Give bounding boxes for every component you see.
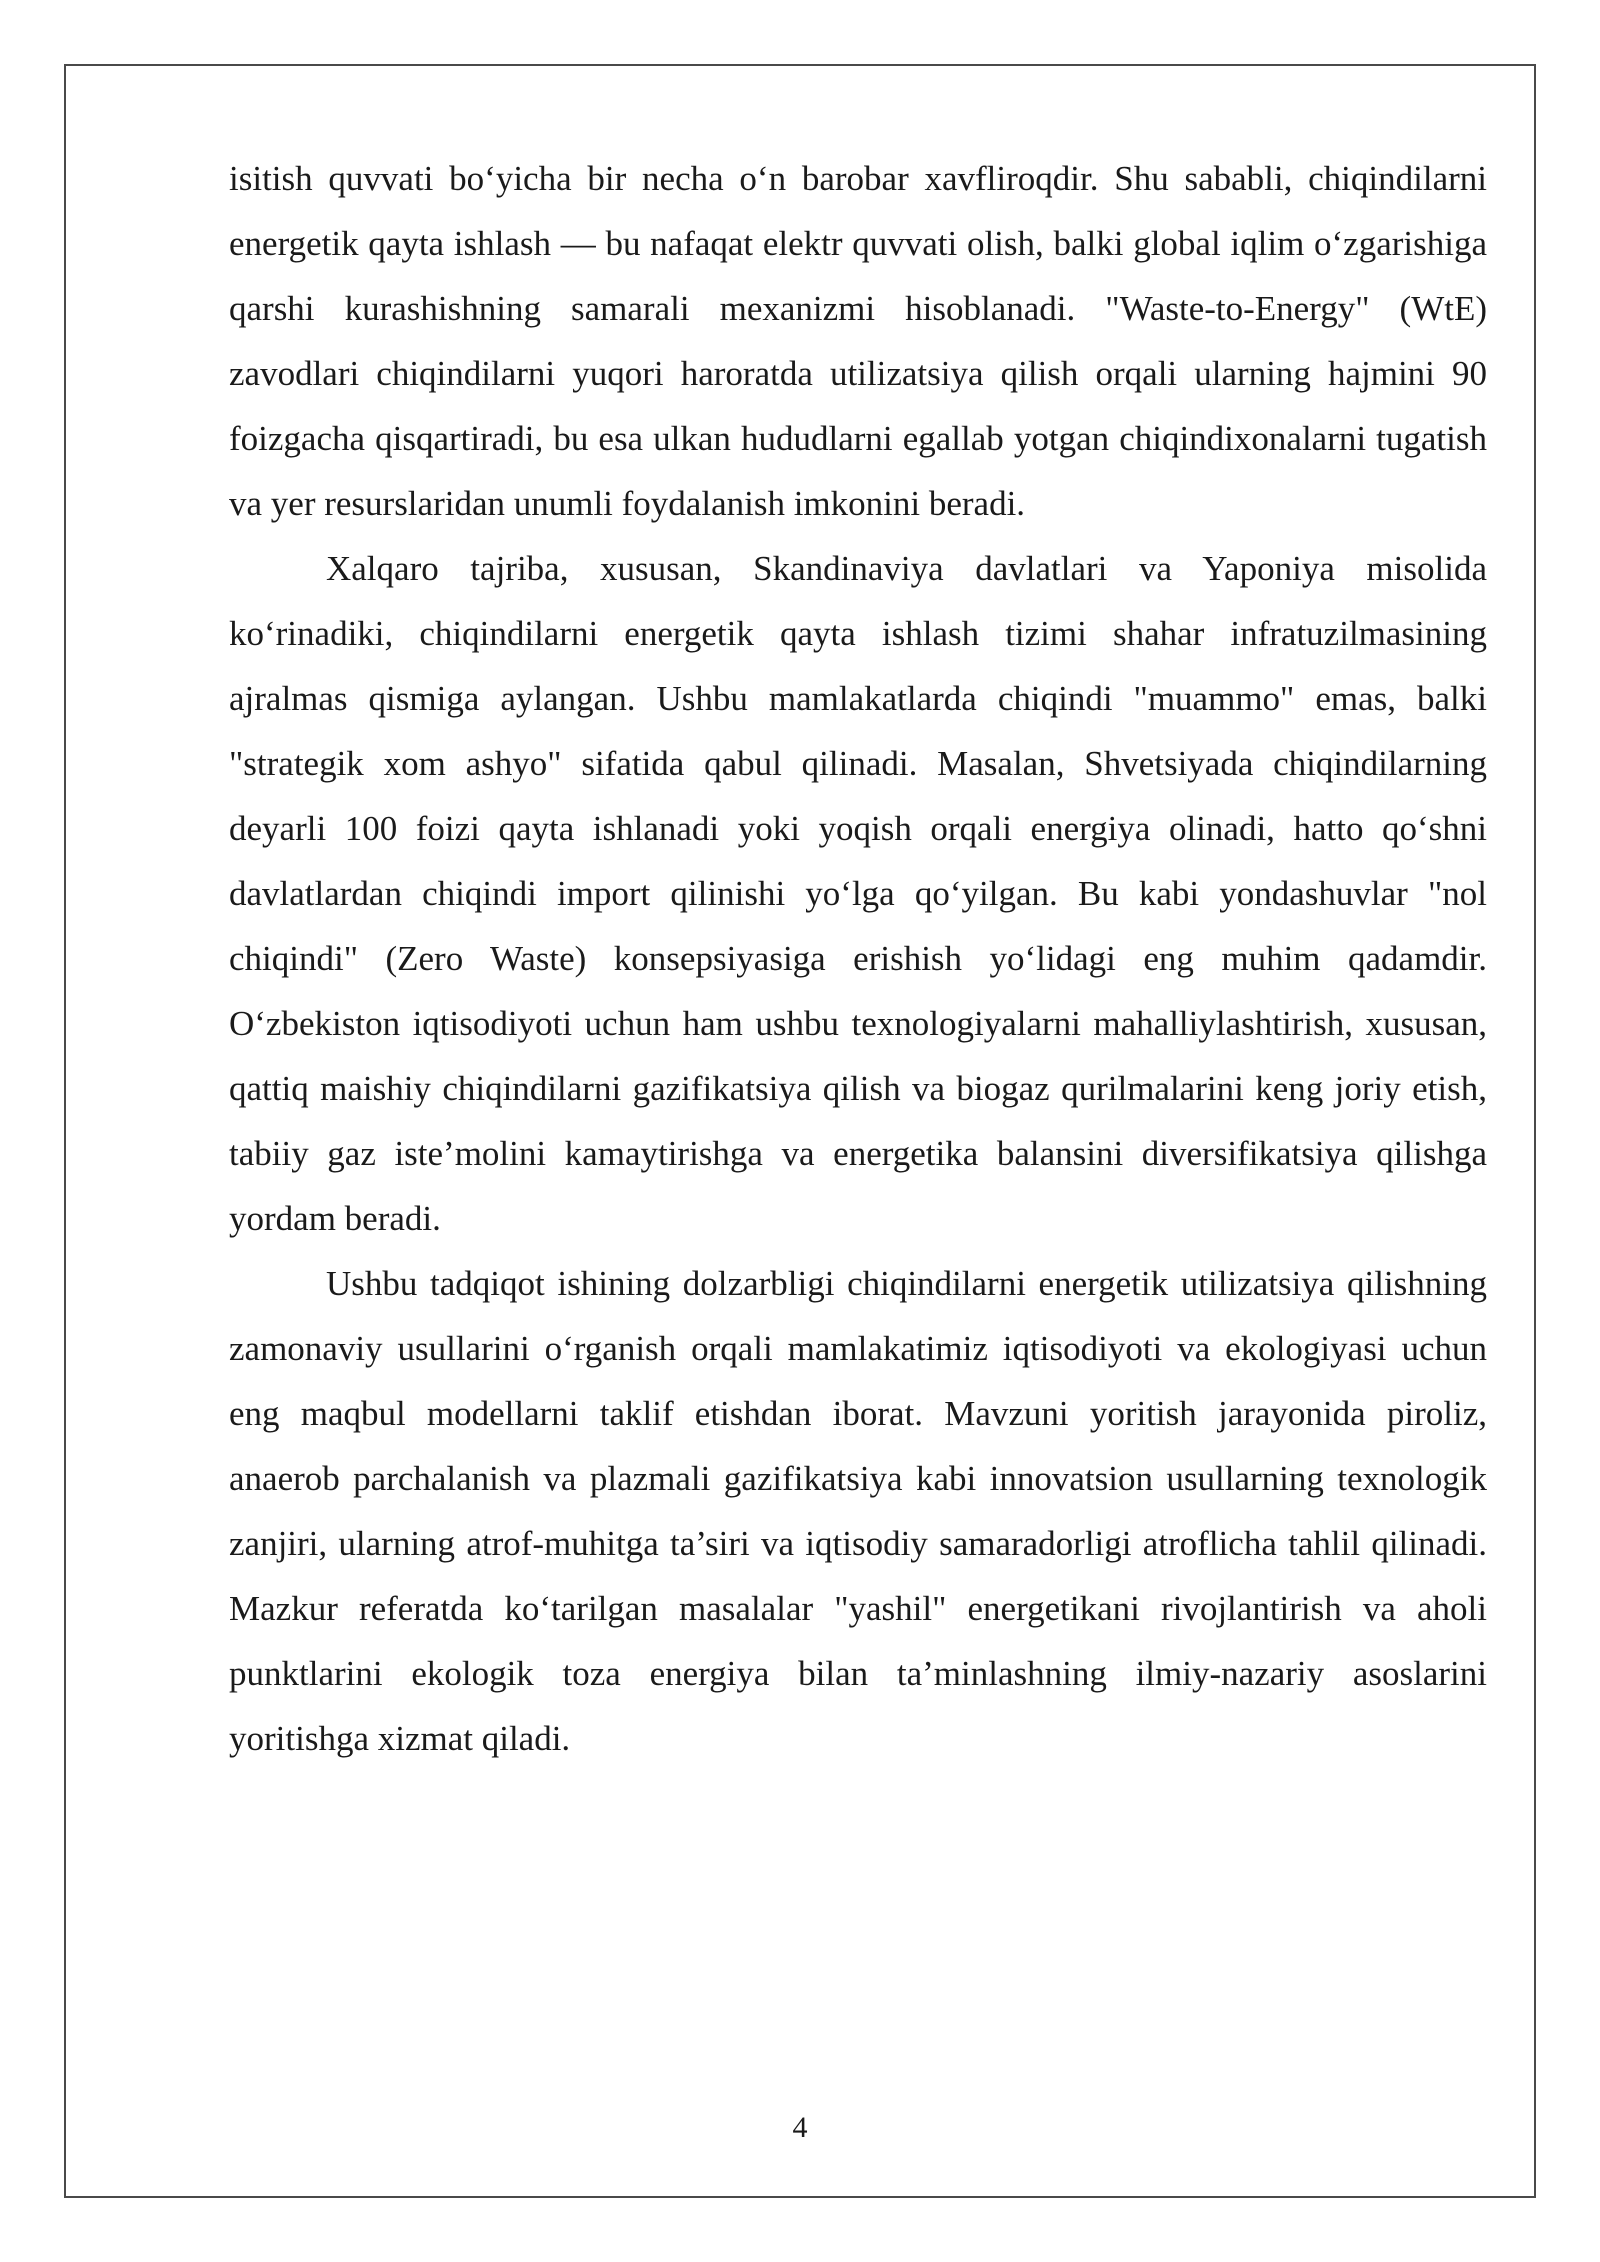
paragraph-international-experience: Xalqaro tajriba, xususan, Skandinaviya davlatlari va Yaponiya misolida ko‘rinadiki, chiqindilarni energetik qayta ishlash tizimi shahar infratuzilmasining ajralmas qismiga aylangan. Ushbu mamlakatlarda chiqindi "muammo" emas, balki "strategik xom ashyo" sifatida qabul qilinadi. Masalan, Shvetsiyada chiqindilarning deyarli 100 foizi qayta ishlanadi yoki yoqish orqali energiya olinadi, hatto qo‘shni davlatlardan chiqindi import qilinishi yo‘lga qo‘yilgan. Bu kabi yondashuvlar "nol chiqindi" (Zero Waste) konsepsiyasiga erishish yo‘lidagi eng muhim qadamdir. O‘zbekiston iqtisodiyoti uchun ham ushbu texnologiyalarni mahalliylashtirish, xususan, qattiq maishiy chiqindilarni gazifikatsiya qilish va biogaz qurilmalarini keng joriy etish, tabiiy gaz iste’molini kamaytirishga va energetika balansini diversifikatsiya qilishga yordam beradi. — [229, 549, 1487, 1238]
page-number: 4 — [792, 2111, 808, 2144]
paragraph-continuation: isitish quvvati bo‘yicha bir necha o‘n barobar xavfliroqdir. Shu sababli, chiqindilarni energetik qayta ishlash — bu nafaqat elektr quvvati olish, balki global iqlim o‘zgarishiga qarshi kurashishning samarali mexanizmi hisoblanadi. "Waste-to-Energy" (WtE) zavodlari chiqindilarni yuqori haroratda utilizatsiya qilish orqali ularning hajmini 90 foizgacha qisqartiradi, bu esa ulkan hududlarni egallab yotgan chiqindixonalarni tugatish va yer resurslaridan unumli foydalanish imkonini beradi. — [229, 159, 1487, 523]
paragraph-research-relevance: Ushbu tadqiqot ishining dolzarbligi chiqindilarni energetik utilizatsiya qilishning zamonaviy usullarini o‘rganish orqali mamlakatimiz iqtisodiyoti va ekologiyasi uchun eng maqbul modellarni taklif etishdan iborat. Mavzuni yoritish jarayonida piroliz, anaerob parchalanish va plazmali gazifikatsiya kabi innovatsion usullarning texnologik zanjiri, ularning atrof-muhitga ta’siri va iqtisodiy samaradorligi atroflicha tahlil qilinadi. Mazkur referatda ko‘tarilgan masalalar "yashil" energetikani rivojlantirish va aholi punktlarini ekologik toza energiya bilan ta’minlashning ilmiy-nazariy asoslarini yoritishga xizmat qiladi. — [229, 1264, 1487, 1758]
document-body — [229, 146, 1487, 1771]
